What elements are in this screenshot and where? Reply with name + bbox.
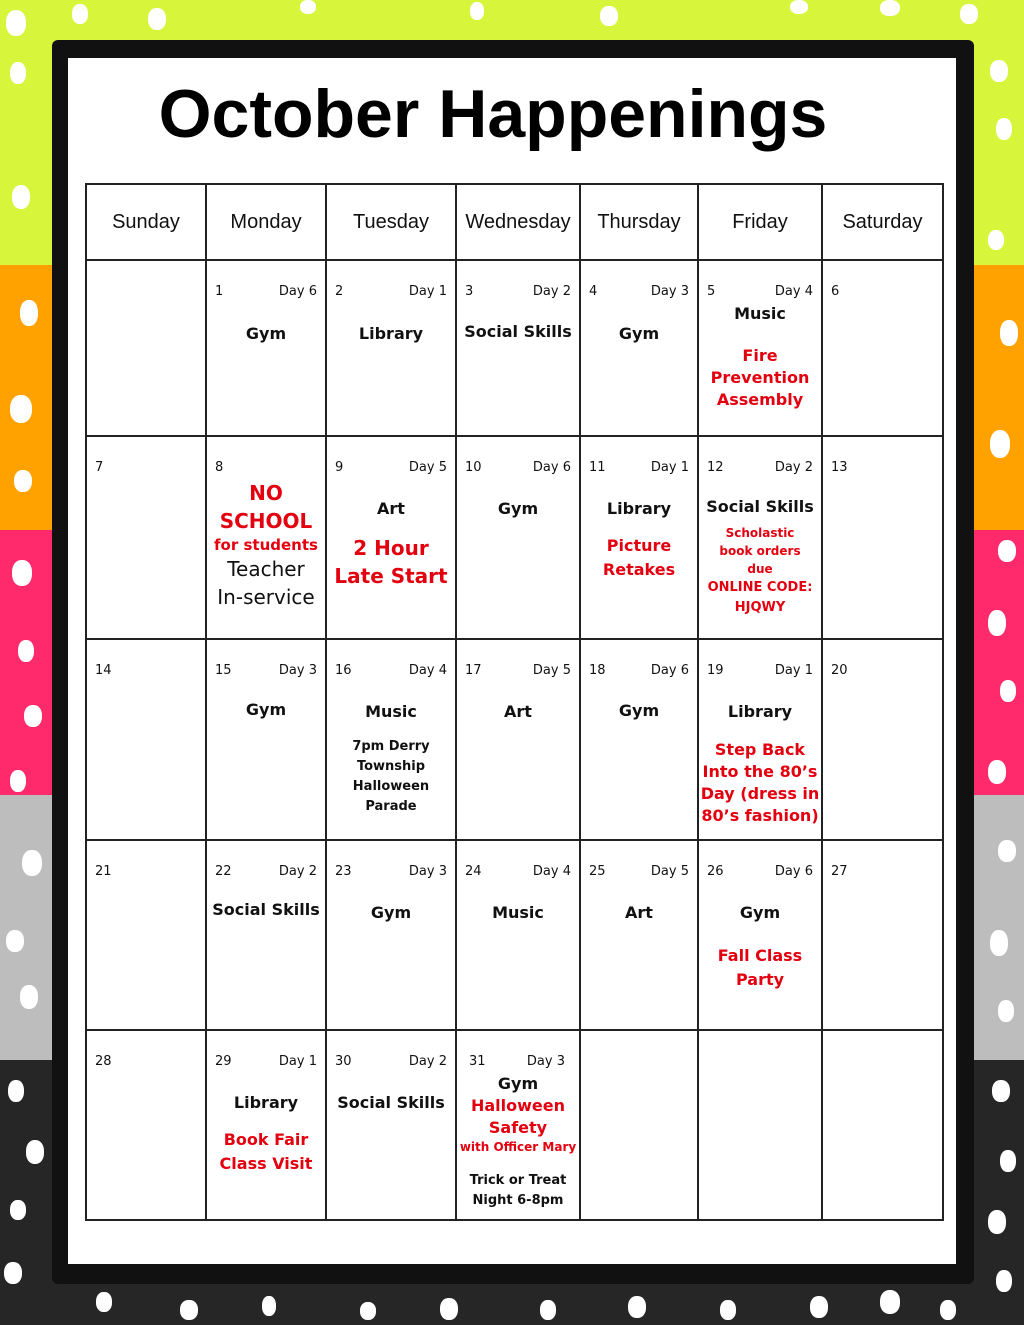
event-line: Step Back bbox=[714, 740, 806, 759]
weekday-header: Monday bbox=[206, 184, 326, 260]
paint-dab-dot bbox=[790, 0, 808, 14]
date-number: 21 bbox=[95, 864, 112, 879]
day-cell bbox=[456, 1030, 580, 1220]
rotation-day: Day 4 bbox=[774, 284, 813, 299]
day-cell bbox=[206, 260, 326, 436]
day-cell bbox=[86, 840, 206, 1030]
paint-dab-dot bbox=[880, 0, 900, 16]
date-number: 6 bbox=[831, 284, 840, 299]
rotation-day: Day 5 bbox=[650, 864, 689, 879]
paint-dab-dot bbox=[262, 1296, 276, 1316]
rotation-day: Day 4 bbox=[408, 663, 447, 678]
paint-dab-dot bbox=[360, 1302, 376, 1320]
weekday-header: Thursday bbox=[580, 184, 698, 260]
paint-dab-dot bbox=[990, 430, 1010, 458]
special-activity: Social Skills bbox=[464, 322, 572, 341]
date-number: 29 bbox=[215, 1054, 232, 1069]
special-activity: Library bbox=[233, 1093, 299, 1112]
day-cell bbox=[698, 840, 822, 1030]
paint-dab-dot bbox=[6, 10, 26, 36]
paint-dab-dot bbox=[992, 1080, 1010, 1102]
special-activity: Art bbox=[625, 903, 653, 922]
day-cell bbox=[86, 1030, 206, 1220]
day-cell bbox=[580, 260, 698, 436]
rotation-day: Day 1 bbox=[408, 284, 447, 299]
date-number: 31 bbox=[469, 1054, 486, 1069]
special-activity: Gym bbox=[245, 324, 287, 343]
rotation-day: Day 3 bbox=[278, 663, 317, 678]
date-number: 26 bbox=[707, 864, 724, 879]
event-line: Halloween bbox=[470, 1096, 566, 1115]
rotation-day: Day 5 bbox=[408, 460, 447, 475]
day-cell bbox=[822, 436, 943, 639]
special-activity: Music bbox=[492, 903, 544, 922]
date-number: 28 bbox=[95, 1054, 112, 1069]
date-number: 19 bbox=[707, 663, 724, 678]
date-number: 13 bbox=[831, 460, 848, 475]
week-row bbox=[86, 436, 943, 639]
rotation-day: Day 2 bbox=[408, 1054, 447, 1069]
date-number: 11 bbox=[589, 460, 606, 475]
day-cell bbox=[698, 1030, 822, 1220]
paint-dab-dot bbox=[24, 705, 42, 727]
paint-dab-dot bbox=[1000, 680, 1016, 702]
paint-dab-dot bbox=[470, 2, 484, 20]
paint-dab-dot bbox=[998, 540, 1016, 562]
paint-dab-dot bbox=[990, 60, 1008, 82]
day-cell bbox=[86, 436, 206, 639]
day-cell bbox=[822, 639, 943, 840]
day-cell bbox=[86, 260, 206, 436]
paint-dab-dot bbox=[96, 1292, 112, 1312]
rotation-day: Day 4 bbox=[532, 864, 571, 879]
paint-dab-dot bbox=[10, 770, 26, 792]
date-number: 25 bbox=[589, 864, 606, 879]
paint-dab-dot bbox=[600, 6, 618, 26]
event-line: Fire bbox=[742, 346, 778, 365]
date-number: 22 bbox=[215, 864, 232, 879]
day-cell bbox=[822, 840, 943, 1030]
paint-dab-dot bbox=[998, 1000, 1014, 1022]
date-number: 30 bbox=[335, 1054, 352, 1069]
day-cell bbox=[698, 639, 822, 840]
day-cell bbox=[206, 639, 326, 840]
paint-dab-dot bbox=[988, 230, 1004, 250]
date-number: 8 bbox=[215, 460, 224, 475]
note-line: Township bbox=[356, 759, 426, 774]
special-activity: Social Skills bbox=[337, 1093, 445, 1112]
day-cell bbox=[206, 840, 326, 1030]
paint-dab-dot bbox=[4, 1262, 22, 1284]
paint-dab-dot bbox=[988, 610, 1006, 636]
event-line: Fall Class bbox=[717, 946, 803, 965]
paint-dab-dot bbox=[12, 560, 32, 586]
date-number: 12 bbox=[707, 460, 724, 475]
rotation-day: Day 2 bbox=[532, 284, 571, 299]
paint-dab-dot bbox=[14, 470, 32, 492]
note-line: Night 6-8pm bbox=[472, 1193, 564, 1208]
event-line: book orders bbox=[719, 544, 801, 558]
paint-dab-dot bbox=[10, 395, 32, 423]
week-row bbox=[86, 1030, 943, 1220]
paint-dab-dot bbox=[10, 1200, 26, 1220]
special-activity: Music bbox=[365, 702, 417, 721]
weekday-header: Wednesday bbox=[456, 184, 580, 260]
rotation-day: Day 3 bbox=[408, 864, 447, 879]
teacher-inservice: In-service bbox=[217, 585, 315, 609]
event-line: Day (dress in bbox=[700, 784, 820, 803]
date-number: 27 bbox=[831, 864, 848, 879]
paint-dab-dot bbox=[10, 62, 26, 84]
paint-dab-dot bbox=[26, 1140, 44, 1164]
event-subtext: with Officer Mary bbox=[459, 1140, 577, 1154]
day-cell bbox=[326, 260, 456, 436]
day-cell bbox=[86, 639, 206, 840]
paint-dab-dot bbox=[940, 1300, 956, 1320]
rotation-day: Day 6 bbox=[278, 284, 317, 299]
special-activity: Music bbox=[734, 304, 786, 323]
weekday-header: Tuesday bbox=[326, 184, 456, 260]
day-cell bbox=[822, 260, 943, 436]
online-code: HJQWY bbox=[734, 600, 786, 615]
event-line: Retakes bbox=[602, 560, 676, 579]
special-activity: Gym bbox=[370, 903, 412, 922]
page-title: October Happenings bbox=[158, 76, 828, 152]
date-number: 20 bbox=[831, 663, 848, 678]
date-number: 16 bbox=[335, 663, 352, 678]
week-row bbox=[86, 840, 943, 1030]
event-line: Scholastic bbox=[725, 526, 795, 540]
paint-dab-dot bbox=[998, 840, 1016, 862]
day-cell bbox=[456, 260, 580, 436]
special-activity: Art bbox=[504, 702, 532, 721]
day-cell bbox=[326, 639, 456, 840]
rotation-day: Day 1 bbox=[774, 663, 813, 678]
special-activity: Social Skills bbox=[212, 900, 320, 919]
day-cell bbox=[206, 436, 326, 639]
event-line: Picture bbox=[606, 536, 672, 555]
rotation-day: Day 6 bbox=[650, 663, 689, 678]
rotation-day: Day 1 bbox=[650, 460, 689, 475]
paint-dab-dot bbox=[300, 0, 316, 14]
event-line: due bbox=[747, 562, 773, 576]
day-cell bbox=[456, 436, 580, 639]
date-number: 10 bbox=[465, 460, 482, 475]
weekday-header-row bbox=[86, 184, 943, 260]
date-number: 5 bbox=[707, 284, 716, 299]
event-line: Class Visit bbox=[219, 1154, 313, 1173]
paint-dab-dot bbox=[22, 850, 42, 876]
paint-dab-dot bbox=[12, 185, 30, 209]
day-cell bbox=[456, 840, 580, 1030]
event-line: Into the 80’s bbox=[702, 762, 818, 781]
day-cell bbox=[326, 840, 456, 1030]
paint-dab-dot bbox=[1000, 320, 1018, 346]
rotation-day: Day 1 bbox=[278, 1054, 317, 1069]
date-number: 24 bbox=[465, 864, 482, 879]
paint-dab-dot bbox=[6, 930, 24, 952]
paint-dab-dot bbox=[440, 1298, 458, 1320]
week-row bbox=[86, 639, 943, 840]
paint-dab-dot bbox=[996, 118, 1012, 140]
special-activity: Library bbox=[606, 499, 672, 518]
date-number: 18 bbox=[589, 663, 606, 678]
date-number: 17 bbox=[465, 663, 482, 678]
paint-dab-dot bbox=[990, 930, 1008, 956]
special-activity: Social Skills bbox=[706, 497, 814, 516]
note-line: Halloween bbox=[352, 779, 430, 794]
special-activity: Gym bbox=[497, 499, 539, 518]
paint-dab-dot bbox=[180, 1300, 198, 1320]
special-activity: Gym bbox=[618, 324, 660, 343]
date-number: 14 bbox=[95, 663, 112, 678]
day-cell bbox=[326, 1030, 456, 1220]
calendar-table bbox=[85, 183, 944, 1221]
special-activity: Gym bbox=[245, 700, 287, 719]
day-cell bbox=[580, 1030, 698, 1220]
weekday-header: Sunday bbox=[86, 184, 206, 260]
paint-dab-dot bbox=[18, 640, 34, 662]
no-school-notice: SCHOOL bbox=[219, 509, 313, 533]
rotation-day: Day 2 bbox=[774, 460, 813, 475]
paint-dab-dot bbox=[988, 760, 1006, 784]
note-line: 7pm Derry bbox=[352, 739, 430, 754]
special-activity: Library bbox=[727, 702, 793, 721]
date-number: 7 bbox=[95, 460, 104, 475]
rotation-day: Day 3 bbox=[526, 1054, 565, 1069]
note-line: Parade bbox=[365, 799, 417, 814]
paint-dab-dot bbox=[20, 985, 38, 1009]
weekday-header: Friday bbox=[698, 184, 822, 260]
date-number: 3 bbox=[465, 284, 474, 299]
day-cell bbox=[698, 436, 822, 639]
online-code-label: ONLINE CODE: bbox=[707, 580, 813, 595]
rotation-day: Day 3 bbox=[650, 284, 689, 299]
day-cell bbox=[580, 639, 698, 840]
event-line: Party bbox=[735, 970, 785, 989]
event-line: Book Fair bbox=[223, 1130, 309, 1149]
day-cell bbox=[326, 436, 456, 639]
paint-dab-dot bbox=[148, 8, 166, 30]
special-activity: Gym bbox=[618, 701, 660, 720]
no-school-notice: NO bbox=[249, 481, 283, 505]
rotation-day: Day 5 bbox=[532, 663, 571, 678]
special-activity: Art bbox=[377, 499, 405, 518]
day-cell bbox=[206, 1030, 326, 1220]
event-line: 2 Hour bbox=[353, 536, 429, 560]
event-line: Prevention bbox=[710, 368, 810, 387]
paint-dab-dot bbox=[20, 300, 38, 326]
date-number: 4 bbox=[589, 284, 598, 299]
paint-dab-dot bbox=[988, 1210, 1006, 1234]
day-cell bbox=[456, 639, 580, 840]
rotation-day: Day 6 bbox=[532, 460, 571, 475]
paint-dab-dot bbox=[540, 1300, 556, 1320]
special-activity: Gym bbox=[739, 903, 781, 922]
date-number: 15 bbox=[215, 663, 232, 678]
paint-dab-dot bbox=[810, 1296, 828, 1318]
paint-dab-dot bbox=[880, 1290, 900, 1314]
event-line: 80’s fashion) bbox=[701, 806, 819, 825]
paint-dab-dot bbox=[72, 4, 88, 24]
rotation-day: Day 2 bbox=[278, 864, 317, 879]
date-number: 1 bbox=[215, 284, 224, 299]
day-cell bbox=[698, 260, 822, 436]
special-activity: Library bbox=[358, 324, 424, 343]
event-line: Late Start bbox=[334, 564, 448, 588]
event-line: Safety bbox=[488, 1118, 548, 1137]
day-cell bbox=[580, 436, 698, 639]
paint-dab-dot bbox=[996, 1270, 1012, 1292]
paint-dab-dot bbox=[8, 1080, 24, 1102]
paint-dab-dot bbox=[960, 4, 978, 24]
rotation-day: Day 6 bbox=[774, 864, 813, 879]
teacher-inservice: Teacher bbox=[227, 557, 305, 581]
special-activity: Gym bbox=[497, 1074, 539, 1093]
day-cell bbox=[580, 840, 698, 1030]
date-number: 9 bbox=[335, 460, 344, 475]
paint-dab-dot bbox=[720, 1300, 736, 1320]
day-cell bbox=[822, 1030, 943, 1220]
week-row bbox=[86, 260, 943, 436]
notice-subtext: for students bbox=[214, 536, 318, 554]
note-line: Trick or Treat bbox=[469, 1173, 567, 1188]
event-line: Assembly bbox=[716, 390, 804, 409]
date-number: 23 bbox=[335, 864, 352, 879]
paint-dab-dot bbox=[628, 1296, 646, 1318]
date-number: 2 bbox=[335, 284, 344, 299]
paint-dab-dot bbox=[1000, 1150, 1016, 1172]
weekday-header: Saturday bbox=[822, 184, 943, 260]
